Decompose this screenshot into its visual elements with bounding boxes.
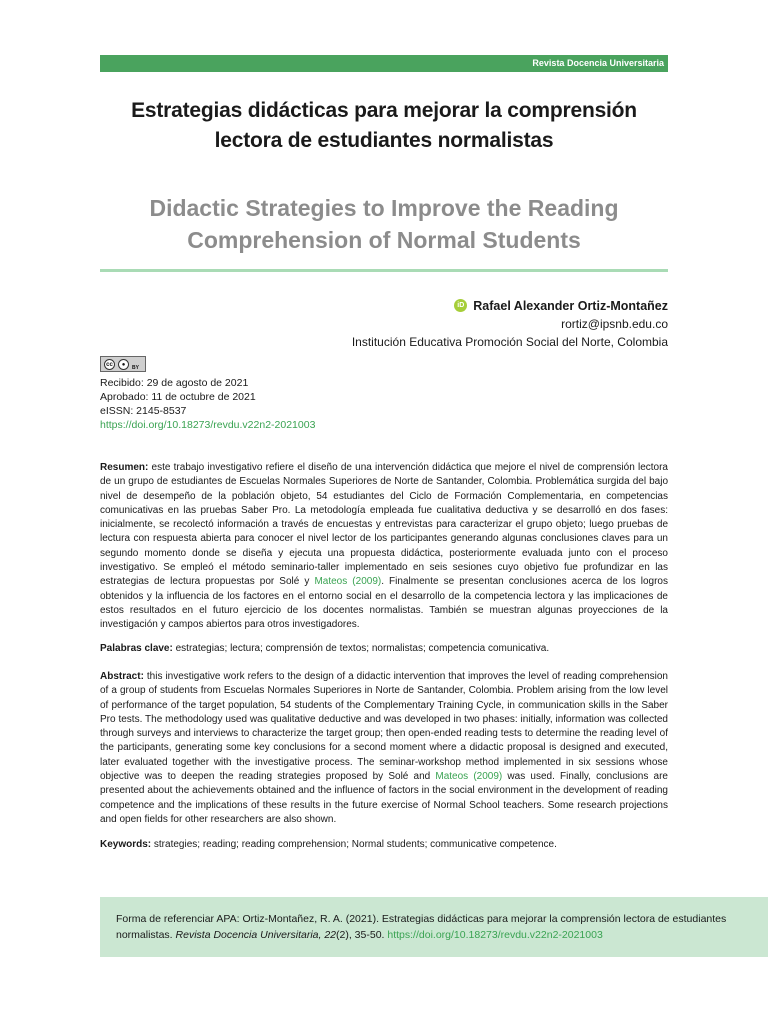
title-divider bbox=[100, 269, 668, 272]
eissn: eISSN: 2145-8537 bbox=[100, 405, 187, 417]
abstract-text-2: was used. Finally, conclusions are presented about the achievements obtained and the influence of factors in the social environment in the development of reading competence and the implications of these results in the future exercise of Normal School teachers. Some research projections and open fields for other researchers are also shown. bbox=[100, 771, 668, 825]
by-label: BY bbox=[132, 364, 139, 371]
citation-doi-link[interactable]: https://doi.org/10.18273/revdu.v22n2-2021003 bbox=[387, 929, 603, 941]
citation-box bbox=[100, 897, 768, 957]
citation-journal: Revista Docencia Universitaria, 22 bbox=[175, 929, 337, 941]
spanish-title-line-1: Estrategias didácticas para mejorar la comprensión bbox=[131, 99, 637, 122]
keywords-text: strategies; reading; reading comprehension; Normal students; communicative competence. bbox=[151, 839, 557, 850]
doi-link[interactable]: https://doi.org/10.18273/revdu.v22n2-2021003 bbox=[100, 419, 316, 431]
english-title-line-1: Didactic Strategies to Improve the Reading bbox=[149, 195, 619, 221]
spanish-title bbox=[100, 96, 668, 156]
resumen-paragraph bbox=[100, 461, 668, 633]
english-title-line-2: Comprehension of Normal Students bbox=[187, 227, 581, 253]
author-name: Rafael Alexander Ortiz-Montañez bbox=[473, 298, 668, 313]
english-title bbox=[100, 192, 668, 256]
abstract-citation-link[interactable]: Mateos (2009) bbox=[435, 771, 503, 783]
citation-text-2: (2), 35-50. bbox=[336, 929, 388, 941]
keywords-label: Keywords: bbox=[100, 839, 152, 850]
abstract-label: Abstract: bbox=[100, 671, 144, 682]
by-person-icon: ● bbox=[118, 359, 129, 370]
palabras-clave-label: Palabras clave: bbox=[100, 643, 173, 654]
abstract-text-1: this investigative work refers to the design of a didactic intervention that improves the level of reading comprehension of a group of students from Escuelas Normales Superiores in Norte de Santander, Colombia. Problem arising from the low level of performance of the target population, 54 students of the Complementary Training Cycle, in communication skills in the Saber Pro tests. The methodology used was qualitative deductive and was developed in two phases: initially, information was collected through surveys and interviews to characterize the target group; then open-ended reading tests to determine the reading level of the participants, generating some key conclusions for a second moment where a didactic proposal is designed and executed, later evaluated together with the investigative process. The seminar-workshop method implemented in six sessions whose objective was to deepen the reading strategies proposed by Solé and bbox=[100, 671, 668, 783]
author-email[interactable]: rortiz@ipsnb.edu.co bbox=[561, 316, 668, 331]
article-metadata bbox=[100, 376, 315, 432]
palabras-clave-paragraph bbox=[100, 642, 668, 656]
approved-date: Aprobado: 11 de octubre de 2021 bbox=[100, 391, 256, 403]
resumen-citation-link[interactable]: Mateos (2009) bbox=[314, 576, 382, 588]
author-block bbox=[352, 294, 668, 351]
cc-icon: cc bbox=[104, 359, 115, 370]
received-date: Recibido: 29 de agosto de 2021 bbox=[100, 377, 249, 389]
palabras-clave-text: estrategias; lectura; comprensión de textos; normalistas; competencia comunicativa. bbox=[172, 643, 550, 654]
cc-by-license-icon[interactable] bbox=[100, 356, 146, 372]
journal-name: Revista Docencia Universitaria bbox=[532, 58, 664, 68]
citation-text-1: Forma de referenciar APA: Ortiz-Montañez, R. A. (2021). Estrategias didácticas para mejorar la comprensión lectora de estudiantes normalistas. bbox=[116, 913, 727, 941]
author-institution: Institución Educativa Promoción Social del Norte, Colombia bbox=[351, 334, 668, 349]
journal-header-bar bbox=[100, 55, 668, 72]
resumen-text-1: este trabajo investigativo refiere el diseño de una intervención didáctica que mejore el nivel de comprensión lectora de un grupo de estudiantes de Escuelas Normales Superiores de Norte de Santander, Colombia. Problemática surgida del bajo nivel de desempeño de la población objeto, 54 estudiantes del Ciclo de Formación Complementaria, en competencias comunicativas en las pruebas Saber Pro. La metodología empleada fue cualitativa deductiva y se desarrolló en dos fases: inicialmente, se recolectó información a través de encuestas y entrevistas para caracterizar el grupo objeto; luego pruebas de lectura con respuesta abierta para conocer el nivel lector de los participantes generando algunas conclusiones claves para un segundo momento donde se diseña y ejecuta una propuesta didáctica, posteriormente evaluada junto con el proceso investigativo. Se empleó el método seminario-taller implementado en seis sesiones cuyo objetivo fue profundizar en las estrategias de lectura propuestas por Solé y bbox=[100, 462, 668, 588]
keywords-paragraph bbox=[100, 838, 668, 852]
abstract-paragraph bbox=[100, 670, 668, 827]
author-name-row bbox=[454, 297, 668, 315]
spanish-title-line-2: lectora de estudiantes normalistas bbox=[214, 129, 554, 152]
resumen-text-2: . Finalmente se presentan conclusiones acerca de los logros obtenidos y la influencia de los factores en el entorno social en el desarrollo de la competencia lectora y las implicaciones de estos resultados en el futuro ejercicio de los docentes normalistas. También se muestran algunas proyecciones de la investigación y campos abiertos para otros investigadores. bbox=[100, 576, 668, 631]
resumen-label: Resumen: bbox=[100, 462, 149, 473]
orcid-icon[interactable]: iD bbox=[454, 299, 467, 312]
